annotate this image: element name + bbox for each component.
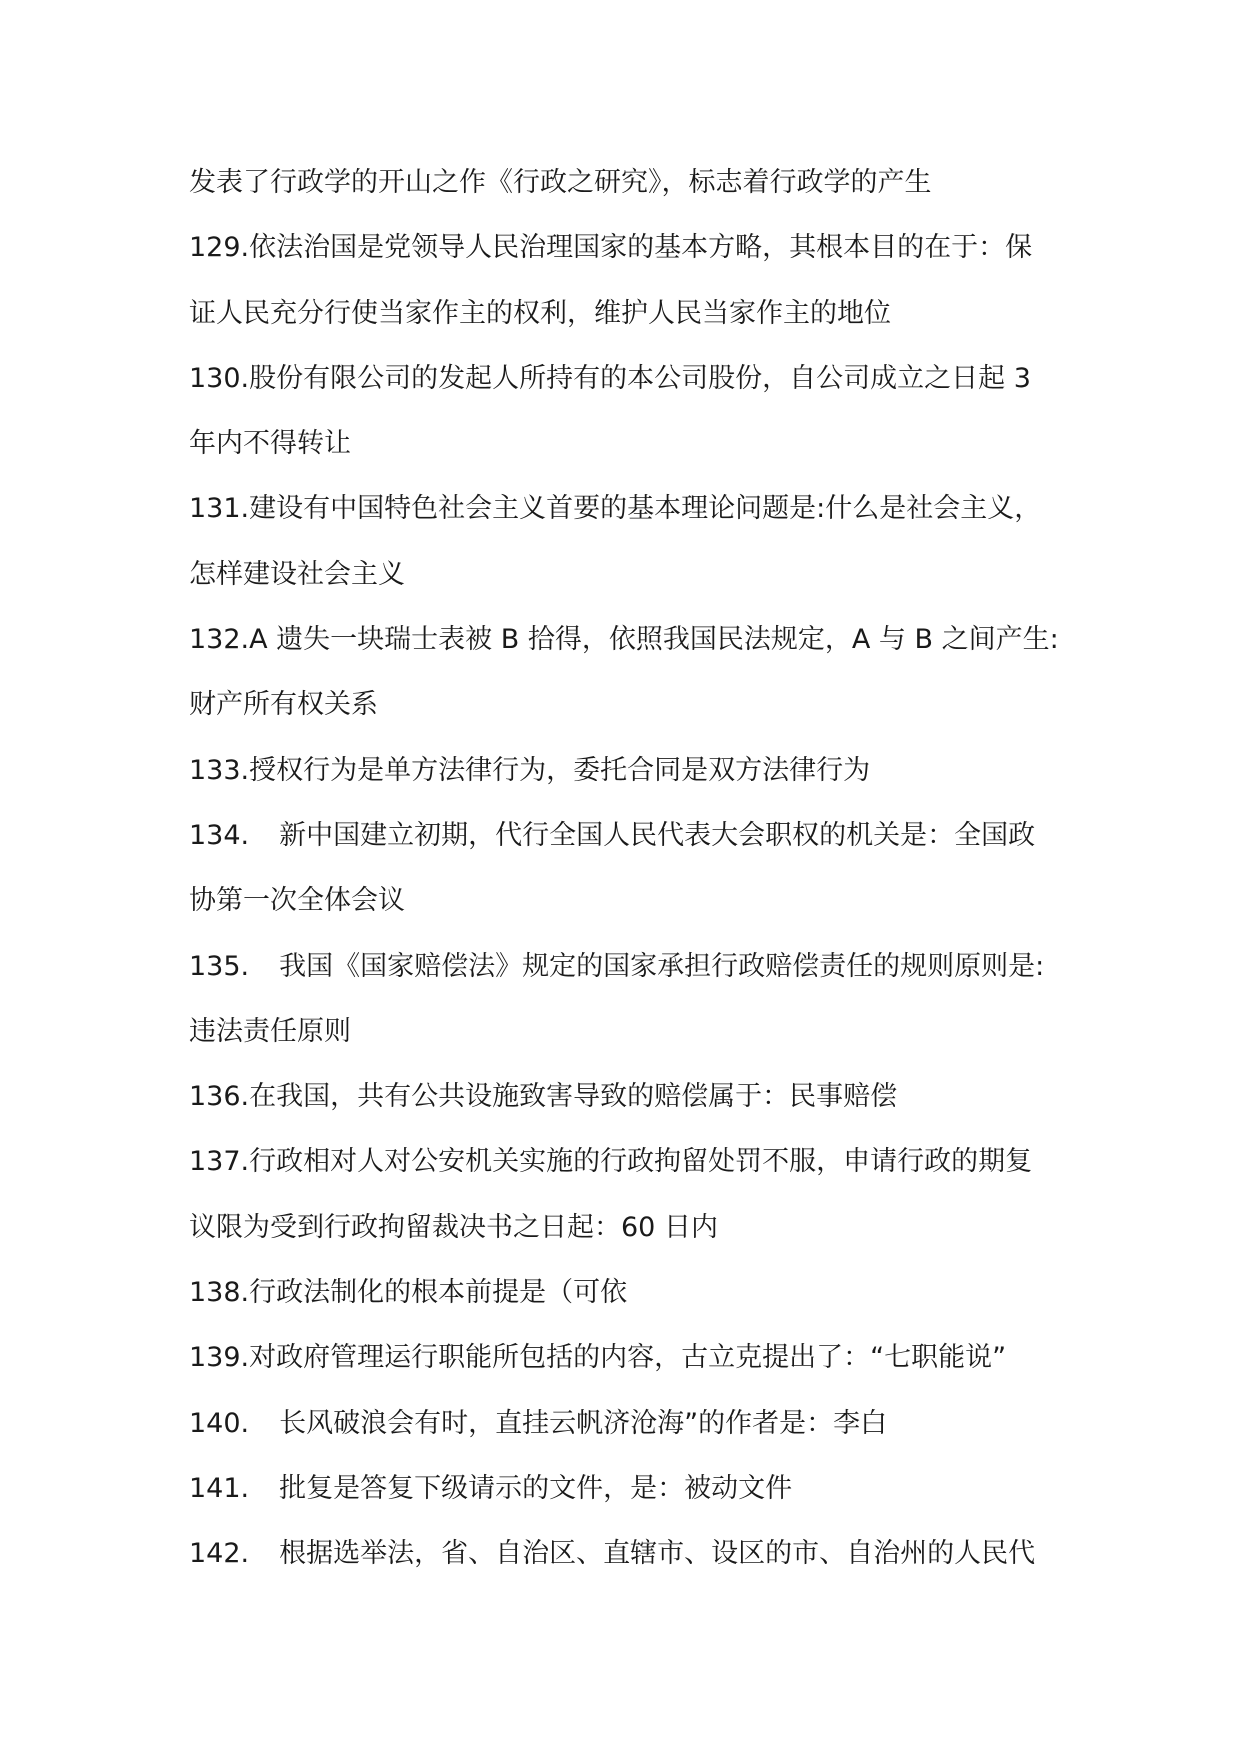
item-text: 股份有限公司的发起人所持有的本公司股份，自公司成立之日起 3 bbox=[249, 362, 1031, 394]
item-number: 137. bbox=[189, 1146, 250, 1178]
document-body bbox=[189, 150, 1089, 1587]
item-text: 年内不得转让 bbox=[189, 428, 351, 460]
item-130-line-2 bbox=[189, 411, 1089, 476]
item-137-line-1 bbox=[189, 1129, 1089, 1194]
item-140-line-1 bbox=[189, 1391, 1089, 1456]
item-number: 131. bbox=[189, 493, 250, 525]
item-number: 141. bbox=[189, 1472, 250, 1504]
item-134-line-2 bbox=[189, 868, 1089, 933]
item-131-line-1 bbox=[189, 476, 1089, 541]
item-text: 违法责任原则 bbox=[189, 1015, 351, 1047]
item-text: 依法治国是党领导人民治理国家的基本方略，其根本目的在于：保 bbox=[249, 232, 1033, 264]
item-139-line-1 bbox=[189, 1325, 1089, 1390]
item-text: 议限为受到行政拘留裁决书之日起：60 日内 bbox=[189, 1211, 718, 1243]
item-135-line-2 bbox=[189, 999, 1089, 1064]
item-text: 根据选举法，省、自治区、直辖市、设区的市、自治州的人民代 bbox=[279, 1538, 1036, 1570]
continuation-text: 发表了行政学的开山之作《行政之研究》，标志着行政学的产生 bbox=[189, 167, 932, 198]
item-text: 证人民充分行使当家作主的权利，维护人民当家作主的地位 bbox=[189, 297, 891, 329]
item-number: 134. bbox=[189, 819, 250, 851]
item-text: 财产所有权关系 bbox=[189, 689, 378, 721]
item-129-line-1 bbox=[189, 215, 1089, 280]
item-text: 我国《国家赔偿法》规定的国家承担行政赔偿责任的规则原则是: bbox=[279, 950, 1045, 982]
item-133-line-1 bbox=[189, 738, 1089, 803]
item-138-line-1 bbox=[189, 1260, 1089, 1325]
continuation-line bbox=[189, 150, 1089, 215]
item-135-line-1 bbox=[189, 934, 1089, 999]
item-134-line-1 bbox=[189, 803, 1089, 868]
item-number: 139. bbox=[189, 1342, 250, 1374]
item-text: 协第一次全体会议 bbox=[189, 885, 405, 917]
item-text: 行政相对人对公安机关实施的行政拘留处罚不服，申请行政的期复 bbox=[249, 1146, 1033, 1178]
item-text: 在我国，共有公共设施致害导致的赔偿属于：民事赔偿 bbox=[249, 1081, 898, 1113]
item-number: 135. bbox=[189, 950, 250, 982]
item-text: 建设有中国特色社会主义首要的基本理论问题是:什么是社会主义， bbox=[249, 493, 1042, 525]
item-text: 行政法制化的根本前提是（可依 bbox=[249, 1277, 628, 1309]
item-142-line-1 bbox=[189, 1521, 1089, 1586]
item-text: 新中国建立初期，代行全国人民代表大会职权的机关是：全国政 bbox=[279, 819, 1036, 851]
item-number: 129. bbox=[189, 232, 250, 264]
item-number: 136. bbox=[189, 1081, 250, 1113]
item-number: 133. bbox=[189, 754, 250, 786]
item-129-line-2 bbox=[189, 281, 1089, 346]
item-141-line-1 bbox=[189, 1456, 1089, 1521]
item-text: A 遗失一块瑞士表被 B 拾得，依照我国民法规定，A 与 B 之间产生: bbox=[249, 624, 1059, 656]
item-132-line-2 bbox=[189, 672, 1089, 737]
item-number: 140. bbox=[189, 1407, 250, 1439]
item-number: 132. bbox=[189, 624, 250, 656]
item-number: 130. bbox=[189, 362, 250, 394]
item-number: 138. bbox=[189, 1277, 250, 1309]
item-text: 授权行为是单方法律行为，委托合同是双方法律行为 bbox=[249, 754, 871, 786]
item-132-line-1 bbox=[189, 607, 1089, 672]
item-137-line-2 bbox=[189, 1195, 1089, 1260]
item-text: 批复是答复下级请示的文件，是：被动文件 bbox=[279, 1472, 793, 1504]
item-131-line-2 bbox=[189, 542, 1089, 607]
item-text: 对政府管理运行职能所包括的内容，古立克提出了：“七职能说” bbox=[249, 1342, 1007, 1374]
item-number: 142. bbox=[189, 1538, 250, 1570]
item-text: 长风破浪会有时，直挂云帆济沧海”的作者是：李白 bbox=[279, 1407, 888, 1439]
item-136-line-1 bbox=[189, 1064, 1089, 1129]
item-130-line-1 bbox=[189, 346, 1089, 411]
item-text: 怎样建设社会主义 bbox=[189, 558, 405, 590]
